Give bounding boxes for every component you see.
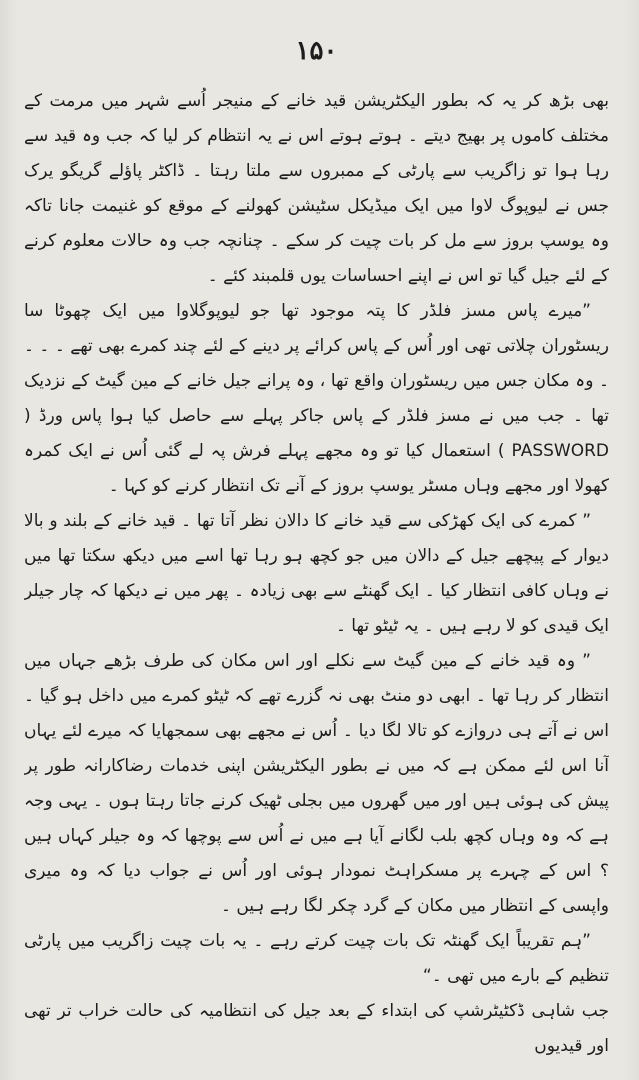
page-number: ۱۵۰: [295, 36, 338, 66]
paragraph: ”میرے پاس مسز فلڈر کا پتہ موجود تھا جو لیوپوگلاوا میں ایک چھوٹا سا ریسٹوران چلاتی تھی اور اُس کے پاس کرائے پر دینے کے لئے چند کمرے بھی تھے ۔ ۔ ۔ ۔ وہ مکان جس میں ریسٹوران واقع تھا ، وہ پرانے جیل خانے کے مین گیٹ کے نزدیک تھا ۔ جب میں نے مسز فلڈر کے پاس جاکر پہلے سے حاصل کیا ہوا پاس ورڈ ( PASSWORD ) استعمال کیا تو وہ مجھے پہلے فرش پہ لے گئی اُس نے ایک کمرہ کھولا اور مجھے وہاں مسٹر یوسپ بروز کے آنے تک انتظار کرنے کو کہا ۔: [24, 301, 609, 496]
page-body: [24, 84, 609, 1064]
paragraph: ”ہم تقریباً ایک گھنٹہ تک بات چیت کرتے رہے ۔ یہ بات چیت زاگریب میں پارٹی تنظیم کے بارے میں تھی ۔“: [24, 931, 609, 986]
paragraph: جب شاہی ڈکٹیٹرشپ کی ابتداء کے بعد جیل کی انتظامیہ کی حالت خراب تر تھی اور قیدیوں: [24, 1001, 609, 1056]
paragraph: بھی بڑھ کر یہ کہ بطور الیکٹریشن قید خانے کے منیجر اُسے شہر میں مرمت کے مختلف کاموں پر بھیج دیتے ۔ ہوتے ہوتے اس نے یہ انتظام کر لیا کہ جب وہ قید سے رہا ہوا تو زاگریب سے پارٹی کے ممبروں سے ملتا رہتا ۔ ڈاکٹر پاؤلے گریگو یرک جس نے لیوپوگ لاوا میں ایک میڈیکل سٹیشن کھولنے کے موقع کو غنیمت جانا تاکہ وہ یوسپ بروز سے مل کر بات چیت کر سکے ۔ چنانچہ جب وہ حالات معلوم کرنے کے لئے جیل گیا تو اس نے اپنے احساسات یوں قلمبند کئے ۔: [24, 91, 609, 286]
paragraph: ” کمرے کی ایک کھڑکی سے قید خانے کا دالان نظر آتا تھا ۔ قید خانے کے بلند و بالا دیوار کے پیچھے جیل کے دالان میں جو کچھ ہو رہا تھا اسے میں دیکھ سکتا تھا میں نے وہاں کافی انتظار کیا ۔ ایک گھنٹے سے بھی زیادہ ۔ پھر میں نے دیکھا کہ چار جیلر ایک قیدی کو لا رہے ہیں ۔ یہ ٹیٹو تھا ۔: [24, 511, 609, 636]
paragraph: ” وہ قید خانے کے مین گیٹ سے نکلے اور اس مکان کی طرف بڑھے جہاں میں انتظار کر رہا تھا ۔ ابھی دو منٹ بھی نہ گزرے تھے کہ ٹیٹو کمرے میں داخل ہو گیا ۔ اس نے آتے ہی دروازے کو تالا لگا دیا ۔ اُس نے مجھے بھی سمجھایا کہ میرے لئے یہاں آنا اس لئے ممکن ہے کہ میں نے بطور الیکٹریشن اپنی خدمات رضاکارانہ طور پر پیش کی ہوئی ہیں اور میں گھروں میں بجلی ٹھیک کرنے جاتا رہتا ہوں ۔ یہی وجہ ہے کہ وہ وہاں کچھ بلب لگانے آیا ہے میں نے اُس سے پوچھا کہ وہ جیلر کہاں ہیں ؟ اس کے چہرے پر مسکراہٹ نمودار ہوئی اور اُس نے جواب دیا کہ وہ میری واپسی کے انتظار میں مکان کے گرد چکر لگا رہے ہیں ۔: [24, 651, 609, 916]
